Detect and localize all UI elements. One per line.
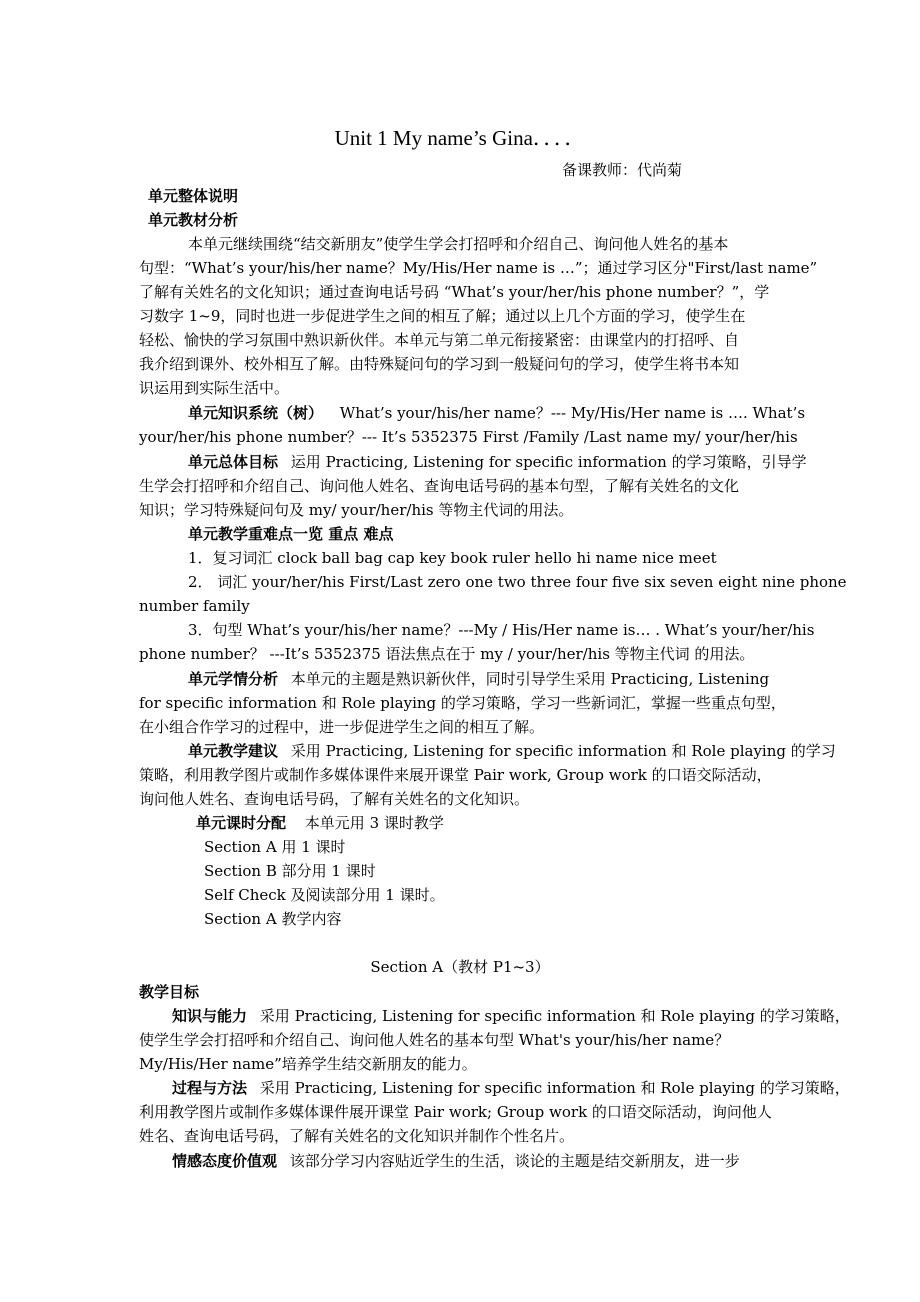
- list-item: phone number？ ---It’s 5352375 语法焦点在于 my / your/her/his 等物主代词 的用法。: [139, 645, 755, 663]
- paragraph-line: 使学生学会打招呼和介绍自己、询问他人姓名的基本句型 What's your/his/her name？: [139, 1031, 730, 1049]
- section-heading: Section A（教材 P1~3）: [370, 958, 550, 976]
- paragraph-line: for specific information 和 Role playing 的学习策略，学习一些新词汇，掌握一些重点句型，: [139, 694, 786, 712]
- paragraph-line: 利用教学图片或制作多媒体课件展开课堂 Pair work; Group work 的口语交际活动，询问他人: [139, 1103, 772, 1121]
- paragraph-line: [172, 1076, 850, 1100]
- paragraph-line: [188, 401, 805, 425]
- list-item: 2． 词汇 your/her/his First/Last zero one two three four five six seven eight nine phone: [188, 573, 847, 591]
- schedule-item: Self Check 及阅读部分用 1 课时。: [204, 886, 445, 904]
- heading-unit-analysis: 单元教材分析: [148, 211, 239, 229]
- paragraph-line: your/her/his phone number？--- It’s 5352375 First /Family /Last name my/ your/her/his: [139, 428, 798, 446]
- paragraph-line: [188, 450, 807, 474]
- list-item: 1．复习词汇 clock ball bag cap key book ruler hello hi name nice meet: [188, 549, 717, 567]
- text: 采用 Practicing, Listening for specific information 和 Role playing 的学习: [290, 742, 836, 760]
- text: 本单元的主题是熟识新伙伴，同时引导学生采用 Practicing, Listening: [290, 670, 770, 688]
- paragraph-line: My/His/Her name”培养学生结交新朋友的能力。: [139, 1055, 477, 1073]
- label-learner-analysis: 单元学情分析: [188, 670, 279, 688]
- paragraph-line: 轻松、愉快的学习氛围中熟识新伙伴。本单元与第二单元衔接紧密：由课堂内的打招呼、自: [139, 331, 740, 349]
- list-item: 3．句型 What’s your/his/her name？---My / His/Her name is… . What’s your/her/his: [188, 621, 815, 639]
- label-overall-goal: 单元总体目标: [188, 453, 279, 471]
- paragraph-line: [172, 1149, 740, 1173]
- teacher-name: 备课教师：代尚菊: [562, 161, 683, 179]
- paragraph-line: 我介绍到课外、校外相互了解。由特殊疑问句的学习到一般疑问句的学习，使学生将书本知: [139, 355, 740, 373]
- paragraph-line: 习数字 1~9，同时也进一步促进学生之间的相互了解；通过以上几个方面的学习，使学生在: [139, 307, 746, 325]
- text: 运用 Practicing, Listening for specific information 的学习策略，引导学: [290, 453, 807, 471]
- text: 本单元用 3 课时教学: [304, 814, 444, 832]
- paragraph-line: 知识；学习特殊疑问句及 my/ your/her/his 等物主代词的用法。: [139, 501, 574, 519]
- heading-unit-description: 单元整体说明: [148, 187, 239, 205]
- paragraph-line: [172, 1004, 850, 1028]
- paragraph-line: 姓名、查询电话号码，了解有关姓名的文化知识并制作个性名片。: [139, 1127, 575, 1145]
- text: What’s your/his/her name？--- My/His/Her name is …. What’s: [339, 404, 806, 422]
- label-class-hours: 单元课时分配: [196, 814, 287, 832]
- paragraph-line: 了解有关姓名的文化知识；通过查询电话号码 “What’s your/her/his phone number？”，学: [139, 283, 770, 301]
- schedule-item: Section B 部分用 1 课时: [204, 862, 376, 880]
- paragraph-line: 识运用到实际生活中。: [139, 379, 290, 397]
- paragraph-line: [196, 811, 444, 835]
- text: 该部分学习内容贴近学生的生活，谈论的主题是结交新朋友，进一步: [289, 1152, 740, 1170]
- label-teaching-advice: 单元教学建议: [188, 742, 279, 760]
- paragraph-line: 句型：“What’s your/his/her name？My/His/Her name is …”；通过学习区分"First/last name”: [139, 259, 818, 277]
- page-title: Unit 1 My name’s Gina．．．．: [334, 126, 586, 150]
- label-knowledge-tree: 单元知识系统（树）: [188, 404, 324, 422]
- paragraph-line: [188, 739, 836, 763]
- schedule-item: Section A 教学内容: [204, 910, 342, 928]
- heading-teaching-goals: 教学目标: [139, 983, 200, 1001]
- list-item: number family: [139, 597, 250, 615]
- label-emotion-values: 情感态度价值观: [172, 1152, 278, 1170]
- paragraph-line: 询问他人姓名、查询电话号码，了解有关姓名的文化知识。: [139, 790, 530, 808]
- text: 采用 Practicing, Listening for specific information 和 Role playing 的学习策略，: [259, 1079, 850, 1097]
- paragraph-line: 本单元继续围绕“结交新朋友”使学生学会打招呼和介绍自己、询问他人姓名的基本: [188, 235, 729, 253]
- label-knowledge-ability: 知识与能力: [172, 1007, 248, 1025]
- paragraph-line: 在小组合作学习的过程中，进一步促进学生之间的相互了解。: [139, 718, 545, 736]
- paragraph-line: 生学会打招呼和介绍自己、询问他人姓名、查询电话号码的基本句型，了解有关姓名的文化: [139, 477, 740, 495]
- paragraph-line: [188, 667, 769, 691]
- paragraph-line: 策略，利用教学图片或制作多媒体课件来展开课堂 Pair work, Group work 的口语交际活动，: [139, 766, 772, 784]
- schedule-item: Section A 用 1 课时: [204, 838, 346, 856]
- label-process-method: 过程与方法: [172, 1079, 248, 1097]
- text: 采用 Practicing, Listening for specific information 和 Role playing 的学习策略，: [259, 1007, 850, 1025]
- heading-key-points: 单元教学重难点一览 重点 难点: [188, 525, 394, 543]
